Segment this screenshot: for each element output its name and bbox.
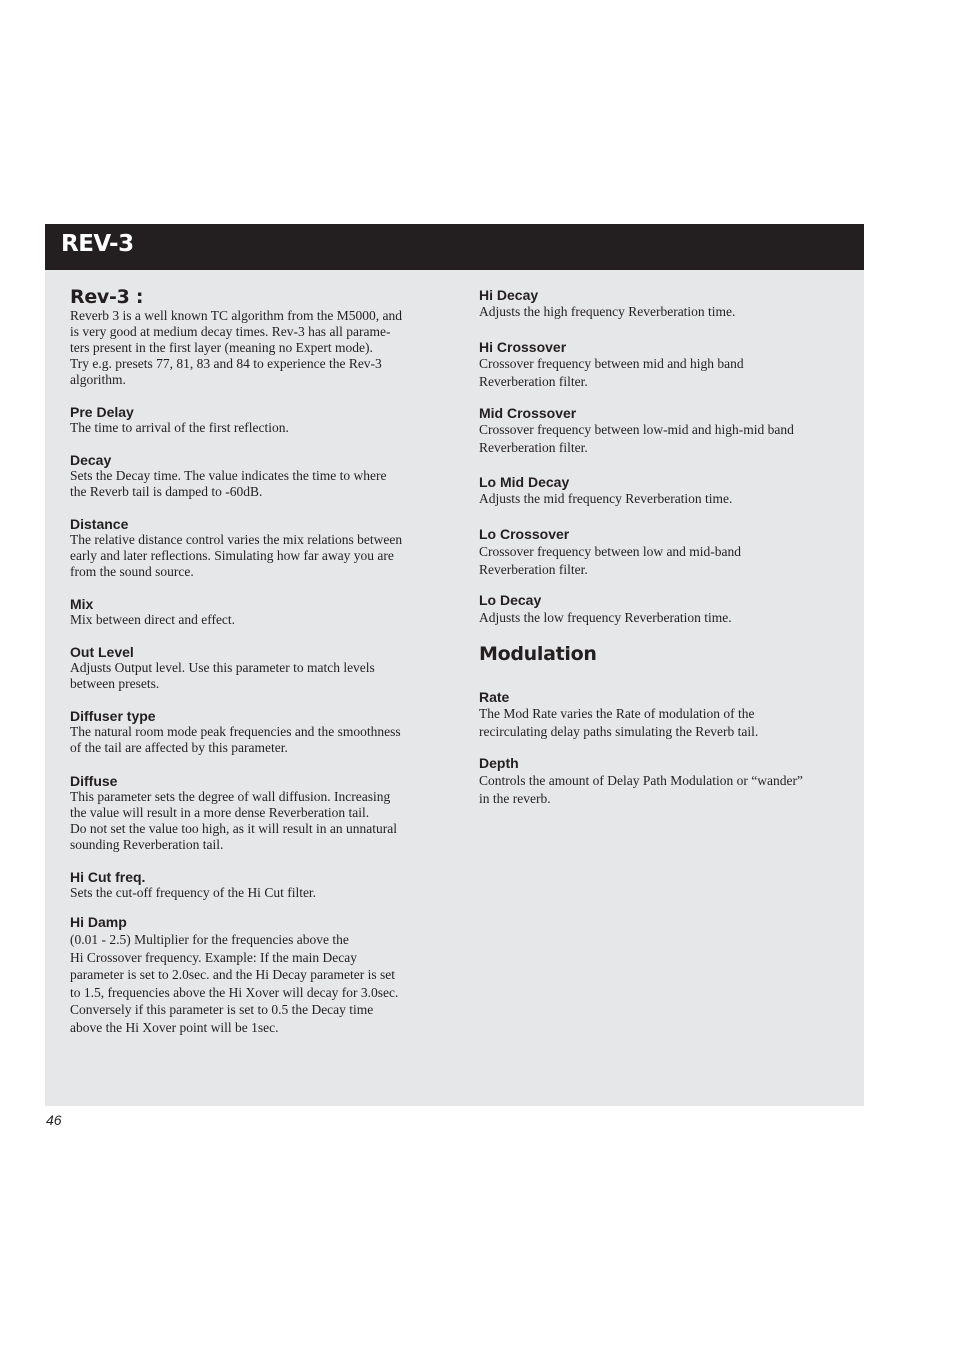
modulation-title: Modulation: [479, 643, 597, 665]
param-heading-distance: Distance: [70, 516, 129, 532]
param-text-distance: The relative distance control varies the mix relations between early and later reflections. Simulating how far away you are from the sound source.: [70, 532, 403, 579]
param-heading-lo-decay: Lo Decay: [479, 592, 542, 608]
param-heading-decay: Decay: [70, 452, 112, 468]
rev3-title: Rev-3 :: [70, 286, 144, 308]
param-heading-hi-cut-freq: Hi Cut freq.: [70, 869, 146, 885]
param-text-mix: Mix between direct and effect.: [70, 612, 236, 627]
param-text-hi-crossover: Crossover frequency between mid and high band Reverberation filter.: [479, 356, 744, 389]
param-heading-diffuse: Diffuse: [70, 773, 118, 789]
param-heading-rate: Rate: [479, 689, 510, 705]
param-heading-hi-decay: Hi Decay: [479, 287, 539, 303]
param-heading-lo-crossover: Lo Crossover: [479, 526, 570, 542]
param-heading-out-level: Out Level: [70, 644, 134, 660]
param-heading-mid-crossover: Mid Crossover: [479, 405, 577, 421]
param-heading-diffuser-type: Diffuser type: [70, 708, 156, 724]
param-text-depth: Controls the amount of Delay Path Modulation or “wander” in the reverb.: [479, 773, 803, 806]
rev3-intro: Reverb 3 is a well known TC algorithm from the M5000, and is very good at medium decay times. Rev-3 has all parame- ters present in the first layer (meaning no Expert mode). Try e.g. presets 77, 81, 83 and 84 to experience the Rev-3 algorithm.: [70, 308, 402, 387]
param-text-hi-cut-freq: Sets the cut-off frequency of the Hi Cut filter.: [70, 885, 317, 900]
content-panel: [45, 270, 864, 1106]
param-text-out-level: Adjusts Output level. Use this parameter to match levels between presets.: [70, 660, 375, 691]
param-text-rate: The Mod Rate varies the Rate of modulation of the recirculating delay paths simulating the Reverb tail.: [479, 706, 759, 739]
param-text-pre-delay: The time to arrival of the first reflection.: [70, 420, 289, 435]
page-number: 46: [46, 1112, 62, 1128]
param-text-hi-damp: (0.01 - 2.5) Multiplier for the frequencies above the Hi Crossover frequency. Example: If the main Decay parameter is set to 2.0sec. and the Hi Decay parameter is set to 1.5, frequencies above the Hi Xover will decay for 3.0sec. Conversely if this parameter is set to 0.5 the Decay time above the Hi Xover point will be 1sec.: [70, 932, 399, 1035]
param-text-decay: Sets the Decay time. The value indicates the time to where the Reverb tail is damped to -60dB.: [70, 468, 387, 499]
param-text-lo-mid-decay: Adjusts the mid frequency Reverberation time.: [479, 491, 733, 506]
param-text-lo-crossover: Crossover frequency between low and mid-band Reverberation filter.: [479, 544, 742, 577]
page-title: REV-3: [61, 231, 134, 257]
param-heading-hi-crossover: Hi Crossover: [479, 339, 567, 355]
param-heading-depth: Depth: [479, 755, 519, 771]
param-heading-mix: Mix: [70, 596, 94, 612]
param-text-lo-decay: Adjusts the low frequency Reverberation time.: [479, 610, 732, 625]
param-text-mid-crossover: Crossover frequency between low-mid and high-mid band Reverberation filter.: [479, 422, 794, 455]
section-banner: [45, 224, 864, 270]
param-text-hi-decay: Adjusts the high frequency Reverberation time.: [479, 304, 736, 319]
param-text-diffuse: This parameter sets the degree of wall diffusion. Increasing the value will result in a more dense Reverberation tail. Do not set the value too high, as it will result in an unnatural sounding Reverberation tail.: [70, 789, 397, 852]
param-heading-hi-damp: Hi Damp: [70, 914, 127, 930]
param-heading-pre-delay: Pre Delay: [70, 404, 134, 420]
param-text-diffuser-type: The natural room mode peak frequencies and the smoothness of the tail are affected by this parameter.: [70, 724, 401, 755]
param-heading-lo-mid-decay: Lo Mid Decay: [479, 474, 570, 490]
